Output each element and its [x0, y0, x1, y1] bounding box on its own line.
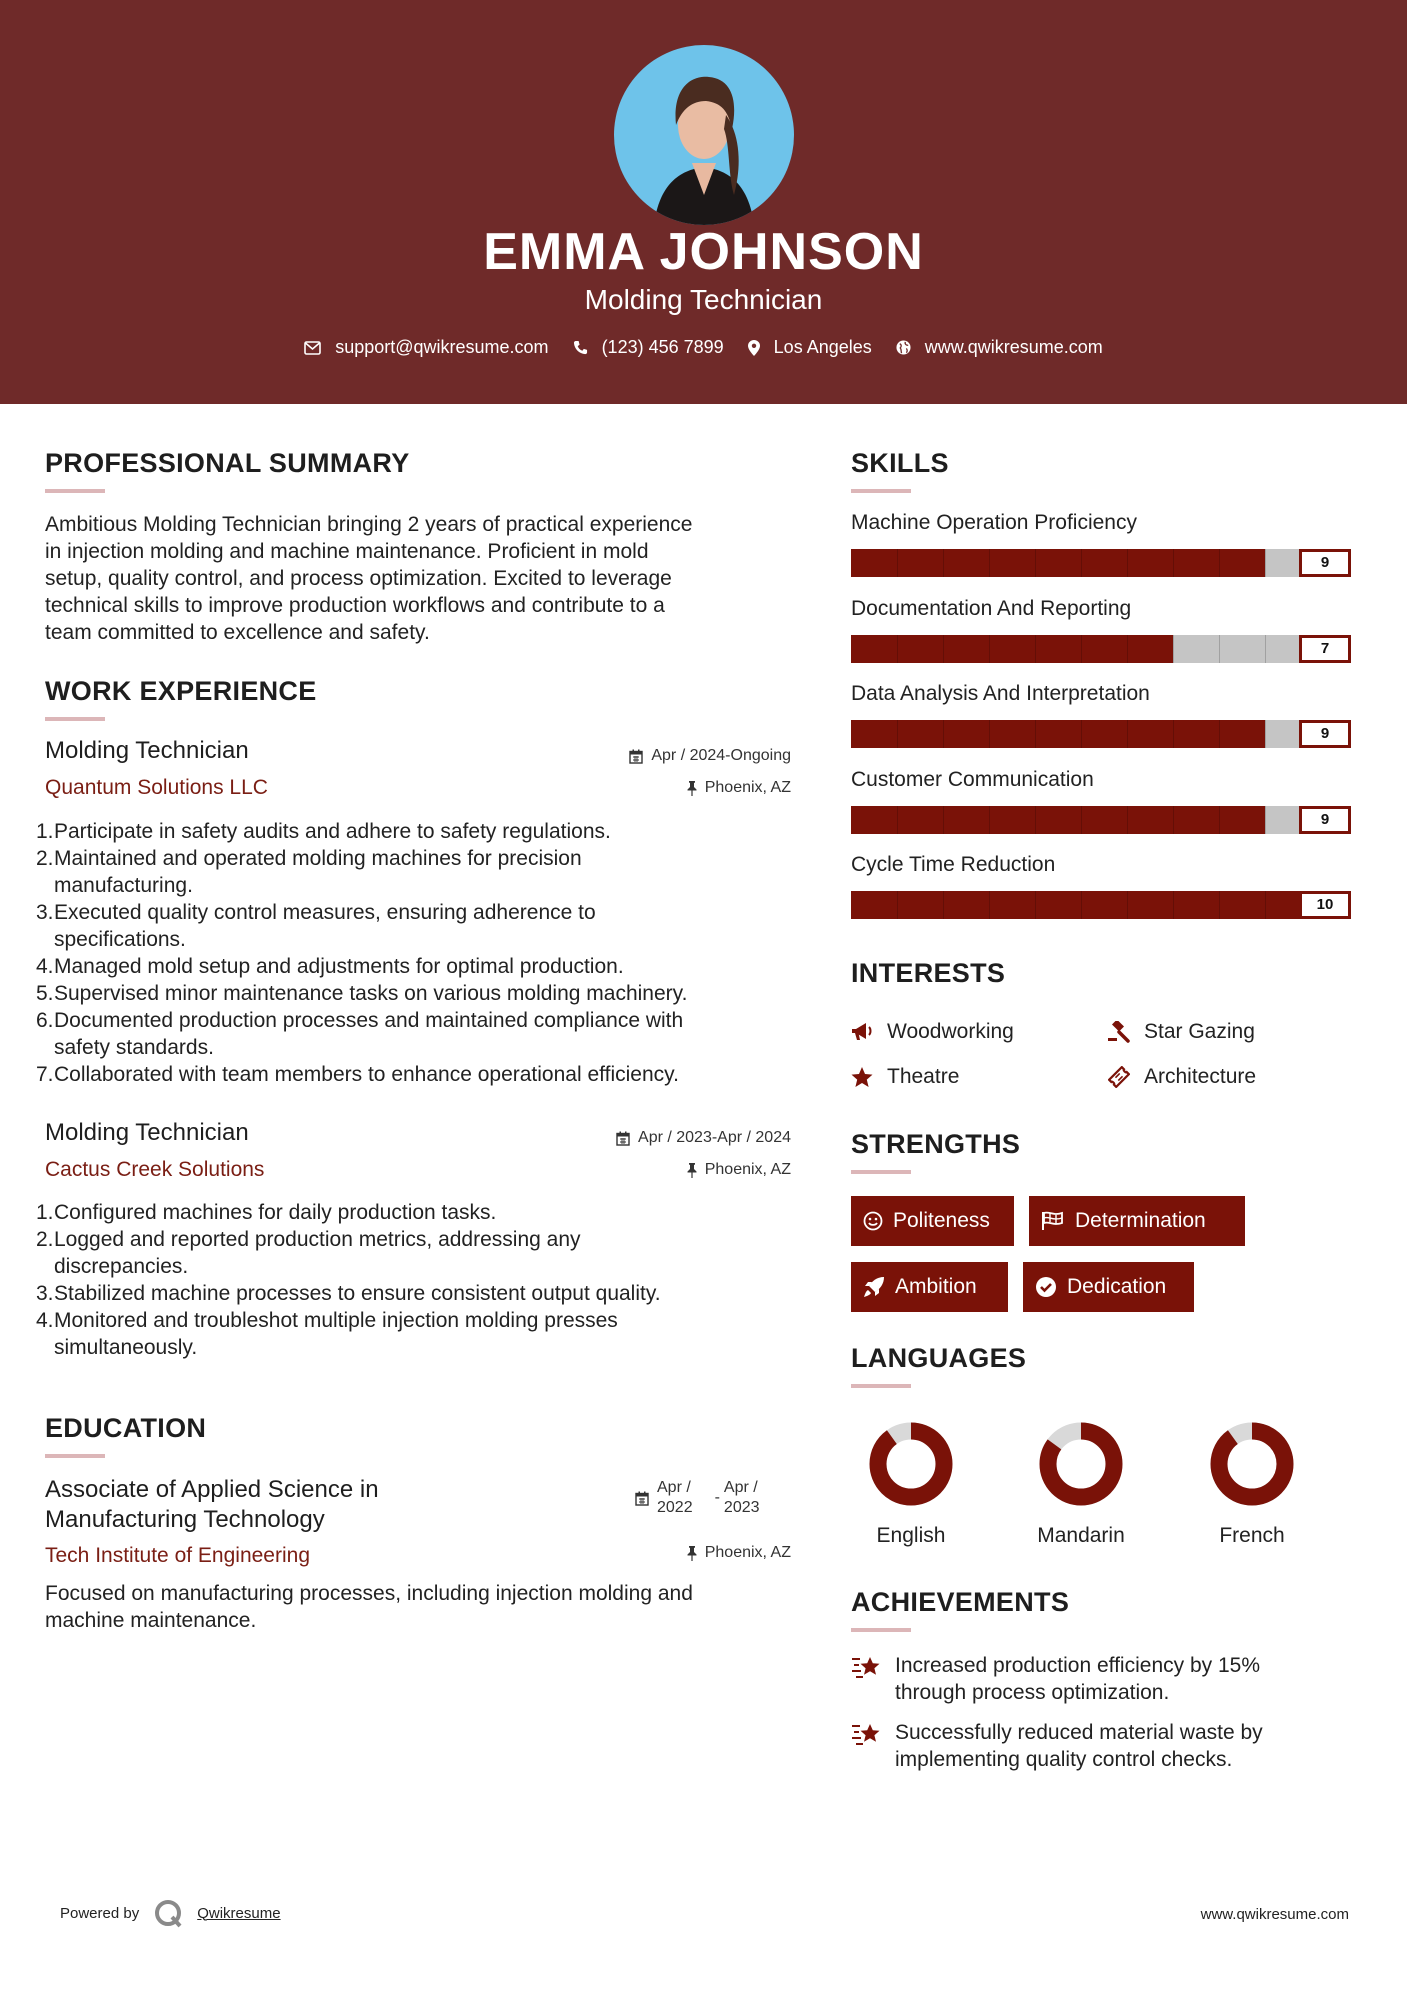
skill-bar-segment [1127, 720, 1128, 748]
skill-bar-segment [1081, 720, 1082, 748]
skill-bar-segment [989, 720, 990, 748]
skill-bar-segment [897, 806, 898, 834]
list-item [36, 1007, 816, 1061]
list-item [36, 899, 816, 953]
list-number: 1. [36, 1201, 54, 1224]
list-number: 6. [36, 1009, 54, 1032]
skill-bar-segment [897, 891, 898, 919]
contact-email[interactable] [304, 337, 548, 358]
contact-phone[interactable] [573, 337, 724, 358]
list-item [36, 818, 816, 845]
interest-label: Theatre [887, 1065, 960, 1088]
skill-bar-segment [943, 635, 944, 663]
list-line: Executed quality control measures, ensuring adherence to [54, 901, 596, 924]
list-line: manufacturing. [54, 874, 193, 897]
skill-bar-segment [1127, 549, 1128, 577]
skill-bar-segment [1127, 891, 1128, 919]
achievement-text [895, 1719, 1263, 1773]
list-number: 1. [36, 820, 54, 843]
list-line: Supervised minor maintenance tasks on various molding machinery. [54, 982, 688, 1005]
skill-bar-segment [1173, 549, 1174, 577]
strength-badge [851, 1262, 1008, 1312]
skill-bar-segment [1219, 549, 1220, 577]
qwikresume-logo-icon [153, 1898, 185, 1928]
list-line: Documented production processes and maintained compliance with [54, 1009, 684, 1032]
list-item [36, 980, 816, 1007]
experience-underline [45, 717, 105, 721]
list-line: discrepancies. [54, 1255, 189, 1278]
skill-bar-segment [943, 549, 944, 577]
interest-item [1108, 1065, 1256, 1089]
contact-website-text: www.qwikresume.com [924, 337, 1103, 357]
contact-location-text: Los Angeles [773, 337, 872, 357]
skill-label: Customer Communication [851, 767, 1094, 791]
skill-bar-segment [1219, 720, 1220, 748]
list-line: simultaneously. [54, 1336, 198, 1359]
megaphone-icon [851, 1022, 873, 1042]
degree-line: Manufacturing Technology [45, 1506, 325, 1533]
education-line: Focused on manufacturing processes, including injection molding and [45, 1582, 693, 1605]
skill-bar-segment [943, 806, 944, 834]
achievement-line: Increased production efficiency by 15% [895, 1654, 1260, 1677]
qwikresume-link[interactable]: Qwikresume [197, 1904, 281, 1922]
achievements-underline [851, 1628, 911, 1632]
languages-heading: LANGUAGES [851, 1343, 1027, 1373]
skill-label: Data Analysis And Interpretation [851, 682, 1150, 705]
skill-bar-segment [1081, 891, 1082, 919]
skill-bar [851, 891, 1311, 919]
list-line: Logged and reported production metrics, addressing any [54, 1228, 581, 1251]
skill-label: Cycle Time Reduction [851, 853, 1056, 876]
strength-badge [1029, 1196, 1245, 1246]
contact-email-text: support@qwikresume.com [335, 337, 549, 357]
phone-icon [573, 340, 588, 355]
skill-bar-segment [943, 720, 944, 748]
map-pin-icon [748, 340, 760, 356]
skill-level: 9 [1299, 720, 1351, 748]
strength-label: Dedication [1067, 1275, 1167, 1298]
skill-bar-segment [1173, 806, 1174, 834]
education-end-month: Apr / [723, 1479, 758, 1496]
interest-item [851, 1020, 1014, 1044]
summary-line: Ambitious Molding Technician bringing 2 years of practical experience [45, 513, 693, 536]
job-company: Cactus Creek Solutions [45, 1158, 265, 1181]
list-item [36, 1307, 816, 1361]
skill-bar-segment [1173, 635, 1174, 663]
interest-label: Star Gazing [1144, 1020, 1255, 1043]
skill-bar-fill [851, 635, 1173, 663]
education-date-dash: - [714, 1489, 720, 1506]
degree [45, 1475, 379, 1535]
list-number: 5. [36, 982, 54, 1005]
list-number: 3. [36, 1282, 54, 1305]
education-start-year: 2022 [657, 1499, 693, 1516]
contact-bar [0, 337, 1407, 358]
education-start [657, 1478, 693, 1518]
skill-level: 9 [1299, 806, 1351, 834]
skill-bar-segment [1173, 720, 1174, 748]
pushpin-icon [687, 1546, 697, 1561]
skill-bar [851, 720, 1311, 748]
skill-bar-segment [1035, 806, 1036, 834]
skill-bar-fill [851, 806, 1265, 834]
education-heading: EDUCATION [45, 1413, 207, 1443]
job-duties [36, 1199, 816, 1361]
strengths-heading: STRENGTHS [851, 1129, 1021, 1159]
skill-bar-segment [1219, 806, 1220, 834]
summary-text [45, 511, 805, 646]
skill-bar-segment [1035, 549, 1036, 577]
skill-bar-fill [851, 549, 1265, 577]
skill-bar-segment [943, 891, 944, 919]
list-line: Stabilized machine processes to ensure consistent output quality. [54, 1282, 661, 1305]
school: Tech Institute of Engineering [45, 1544, 311, 1567]
envelope-icon [304, 341, 321, 355]
skill-bar-segment [1219, 635, 1220, 663]
skill-bar-segment [1035, 891, 1036, 919]
education-end-year: 2023 [723, 1499, 760, 1516]
list-line: specifications. [54, 928, 186, 951]
skill-bar-segment [1265, 549, 1266, 577]
skill-bar-segment [989, 549, 990, 577]
job-title: Molding Technician [584, 284, 823, 315]
job-company: Quantum Solutions LLC [45, 776, 268, 799]
interest-item [851, 1065, 959, 1089]
language-donut-level [1219, 1431, 1285, 1497]
education-line: machine maintenance. [45, 1609, 257, 1632]
list-number: 4. [36, 1309, 54, 1332]
job-dates [629, 747, 791, 765]
summary-heading: PROFESSIONAL SUMMARY [45, 448, 410, 478]
achievement-item [851, 1719, 1263, 1773]
skill-level: 10 [1299, 891, 1351, 919]
calendar-icon [629, 749, 643, 764]
skill-bar-segment [1265, 720, 1266, 748]
skill-bar-segment [1035, 720, 1036, 748]
job-location [687, 779, 791, 797]
shooting-star-icon [851, 1654, 883, 1680]
list-number: 7. [36, 1063, 54, 1086]
achievement-line: Successfully reduced material waste by [895, 1721, 1263, 1744]
shooting-star-icon [851, 1721, 883, 1747]
summary-line: technical skills to improve production workflows and contribute to a [45, 594, 665, 617]
star-icon [851, 1067, 873, 1088]
skill-level: 7 [1299, 635, 1351, 663]
pushpin-icon [687, 1163, 697, 1178]
skill-bar-segment [1173, 891, 1174, 919]
strength-label: Determination [1075, 1209, 1206, 1232]
job-location [687, 1161, 791, 1179]
skills-underline [851, 489, 911, 493]
smile-icon [863, 1211, 883, 1231]
achievement-line: through process optimization. [895, 1681, 1170, 1704]
skill-bar-segment [1127, 635, 1128, 663]
list-line: Configured machines for daily production tasks. [54, 1201, 497, 1224]
language-donut-level [878, 1431, 944, 1497]
education-underline [45, 1454, 105, 1458]
gavel-icon [1108, 1021, 1130, 1043]
skill-bar-segment [1265, 806, 1266, 834]
interest-item [1108, 1020, 1255, 1044]
list-item [36, 1199, 816, 1226]
list-line: Managed mold setup and adjustments for optimal production. [54, 955, 624, 978]
skill-bar-segment [897, 549, 898, 577]
achievements-heading: ACHIEVEMENTS [851, 1587, 1070, 1617]
language-label: French [1219, 1524, 1285, 1547]
language-label: English [876, 1524, 946, 1547]
job-role: Molding Technician [45, 737, 249, 764]
job-location-text: Phoenix, AZ [704, 1161, 791, 1178]
list-line: Participate in safety audits and adhere to safety regulations. [54, 820, 611, 843]
skill-bar [851, 549, 1311, 577]
skill-bar-segment [897, 720, 898, 748]
ticket-icon [1108, 1066, 1130, 1088]
pushpin-icon [687, 781, 697, 796]
skill-bar-segment [897, 635, 898, 663]
footer-website[interactable]: www.qwikresume.com [1200, 1906, 1349, 1923]
list-item [36, 1226, 816, 1280]
list-item [36, 845, 816, 899]
calendar-icon [635, 1491, 649, 1506]
interest-label: Woodworking [887, 1020, 1014, 1043]
interests-heading: INTERESTS [851, 958, 1006, 988]
language-donut [866, 1419, 956, 1509]
strength-badge [1023, 1262, 1194, 1312]
summary-line: in injection molding and machine maintenance. Proficient in mold [45, 540, 649, 563]
skill-label: Machine Operation Proficiency [851, 511, 1137, 534]
summary-line: setup, quality control, and process optimization. Excited to leverage [45, 567, 672, 590]
skill-bar-fill [851, 720, 1265, 748]
achievement-text [895, 1652, 1260, 1706]
list-item [36, 953, 816, 980]
education-location [687, 1544, 791, 1562]
skill-bar-segment [989, 635, 990, 663]
language-donut [1036, 1419, 1126, 1509]
contact-website[interactable] [896, 337, 1103, 358]
list-line: Collaborated with team members to enhance operational efficiency. [54, 1063, 679, 1086]
skill-bar-segment [1127, 806, 1128, 834]
language-label: Mandarin [1037, 1524, 1125, 1547]
check-circle-icon [1035, 1276, 1057, 1298]
list-number: 2. [36, 847, 54, 870]
summary-underline [45, 489, 105, 493]
language-donut [1207, 1419, 1297, 1509]
skill-bar-segment [1035, 635, 1036, 663]
degree-line: Associate of Applied Science in [45, 1476, 379, 1503]
education-dates [635, 1478, 760, 1518]
job-dates-text: Apr / 2023-Apr / 2024 [638, 1129, 791, 1146]
header [0, 0, 1407, 404]
strengths-underline [851, 1170, 911, 1174]
achievement-line: implementing quality control checks. [895, 1748, 1233, 1771]
strength-label: Ambition [895, 1275, 977, 1298]
skill-bar-segment [1081, 806, 1082, 834]
summary-line: team committed to excellence and safety. [45, 621, 430, 644]
calendar-icon [616, 1131, 630, 1146]
list-item [36, 1280, 816, 1307]
skill-bar-segment [1265, 635, 1266, 663]
achievement-item [851, 1652, 1260, 1706]
strength-label: Politeness [893, 1209, 990, 1232]
list-item [36, 1061, 816, 1088]
skill-bar-segment [1081, 549, 1082, 577]
experience-heading: WORK EXPERIENCE [45, 676, 317, 706]
skill-bar [851, 806, 1311, 834]
rocket-icon [863, 1276, 885, 1298]
profile-photo-icon [614, 45, 794, 225]
list-line: Monitored and troubleshot multiple injection molding presses [54, 1309, 618, 1332]
job-dates [616, 1129, 791, 1147]
skill-level: 9 [1299, 549, 1351, 577]
footer-powered-by [60, 1898, 281, 1928]
strength-badge [851, 1196, 1014, 1246]
flag-icon [1041, 1211, 1065, 1231]
job-location-text: Phoenix, AZ [704, 779, 791, 796]
list-number: 4. [36, 955, 54, 978]
list-line: safety standards. [54, 1036, 214, 1059]
globe-icon [896, 340, 911, 355]
list-number: 3. [36, 901, 54, 924]
contact-phone-text: (123) 456 7899 [601, 337, 724, 357]
interest-label: Architecture [1144, 1065, 1257, 1088]
languages-underline [851, 1384, 911, 1388]
education-description [45, 1580, 825, 1634]
education-start-month: Apr / [657, 1479, 691, 1496]
skill-bar-segment [1265, 891, 1266, 919]
skill-label: Documentation And Reporting [851, 596, 1132, 620]
skill-bar-segment [989, 891, 990, 919]
job-role: Molding Technician [45, 1119, 249, 1146]
education-location-text: Phoenix, AZ [704, 1544, 791, 1561]
skills-heading: SKILLS [851, 448, 949, 478]
list-line: Maintained and operated molding machines for precision [54, 847, 582, 870]
skill-bar-segment [1219, 891, 1220, 919]
list-number: 2. [36, 1228, 54, 1251]
avatar [614, 45, 794, 225]
skill-bar-segment [1081, 635, 1082, 663]
skill-bar [851, 635, 1311, 663]
job-dates-text: Apr / 2024-Ongoing [651, 747, 791, 764]
education-end [724, 1478, 760, 1518]
candidate-name: EMMA JOHNSON [483, 223, 924, 281]
contact-location [748, 337, 872, 358]
skill-bar-segment [989, 806, 990, 834]
job-duties [36, 818, 816, 1088]
powered-by-text: Powered by [60, 1904, 140, 1922]
